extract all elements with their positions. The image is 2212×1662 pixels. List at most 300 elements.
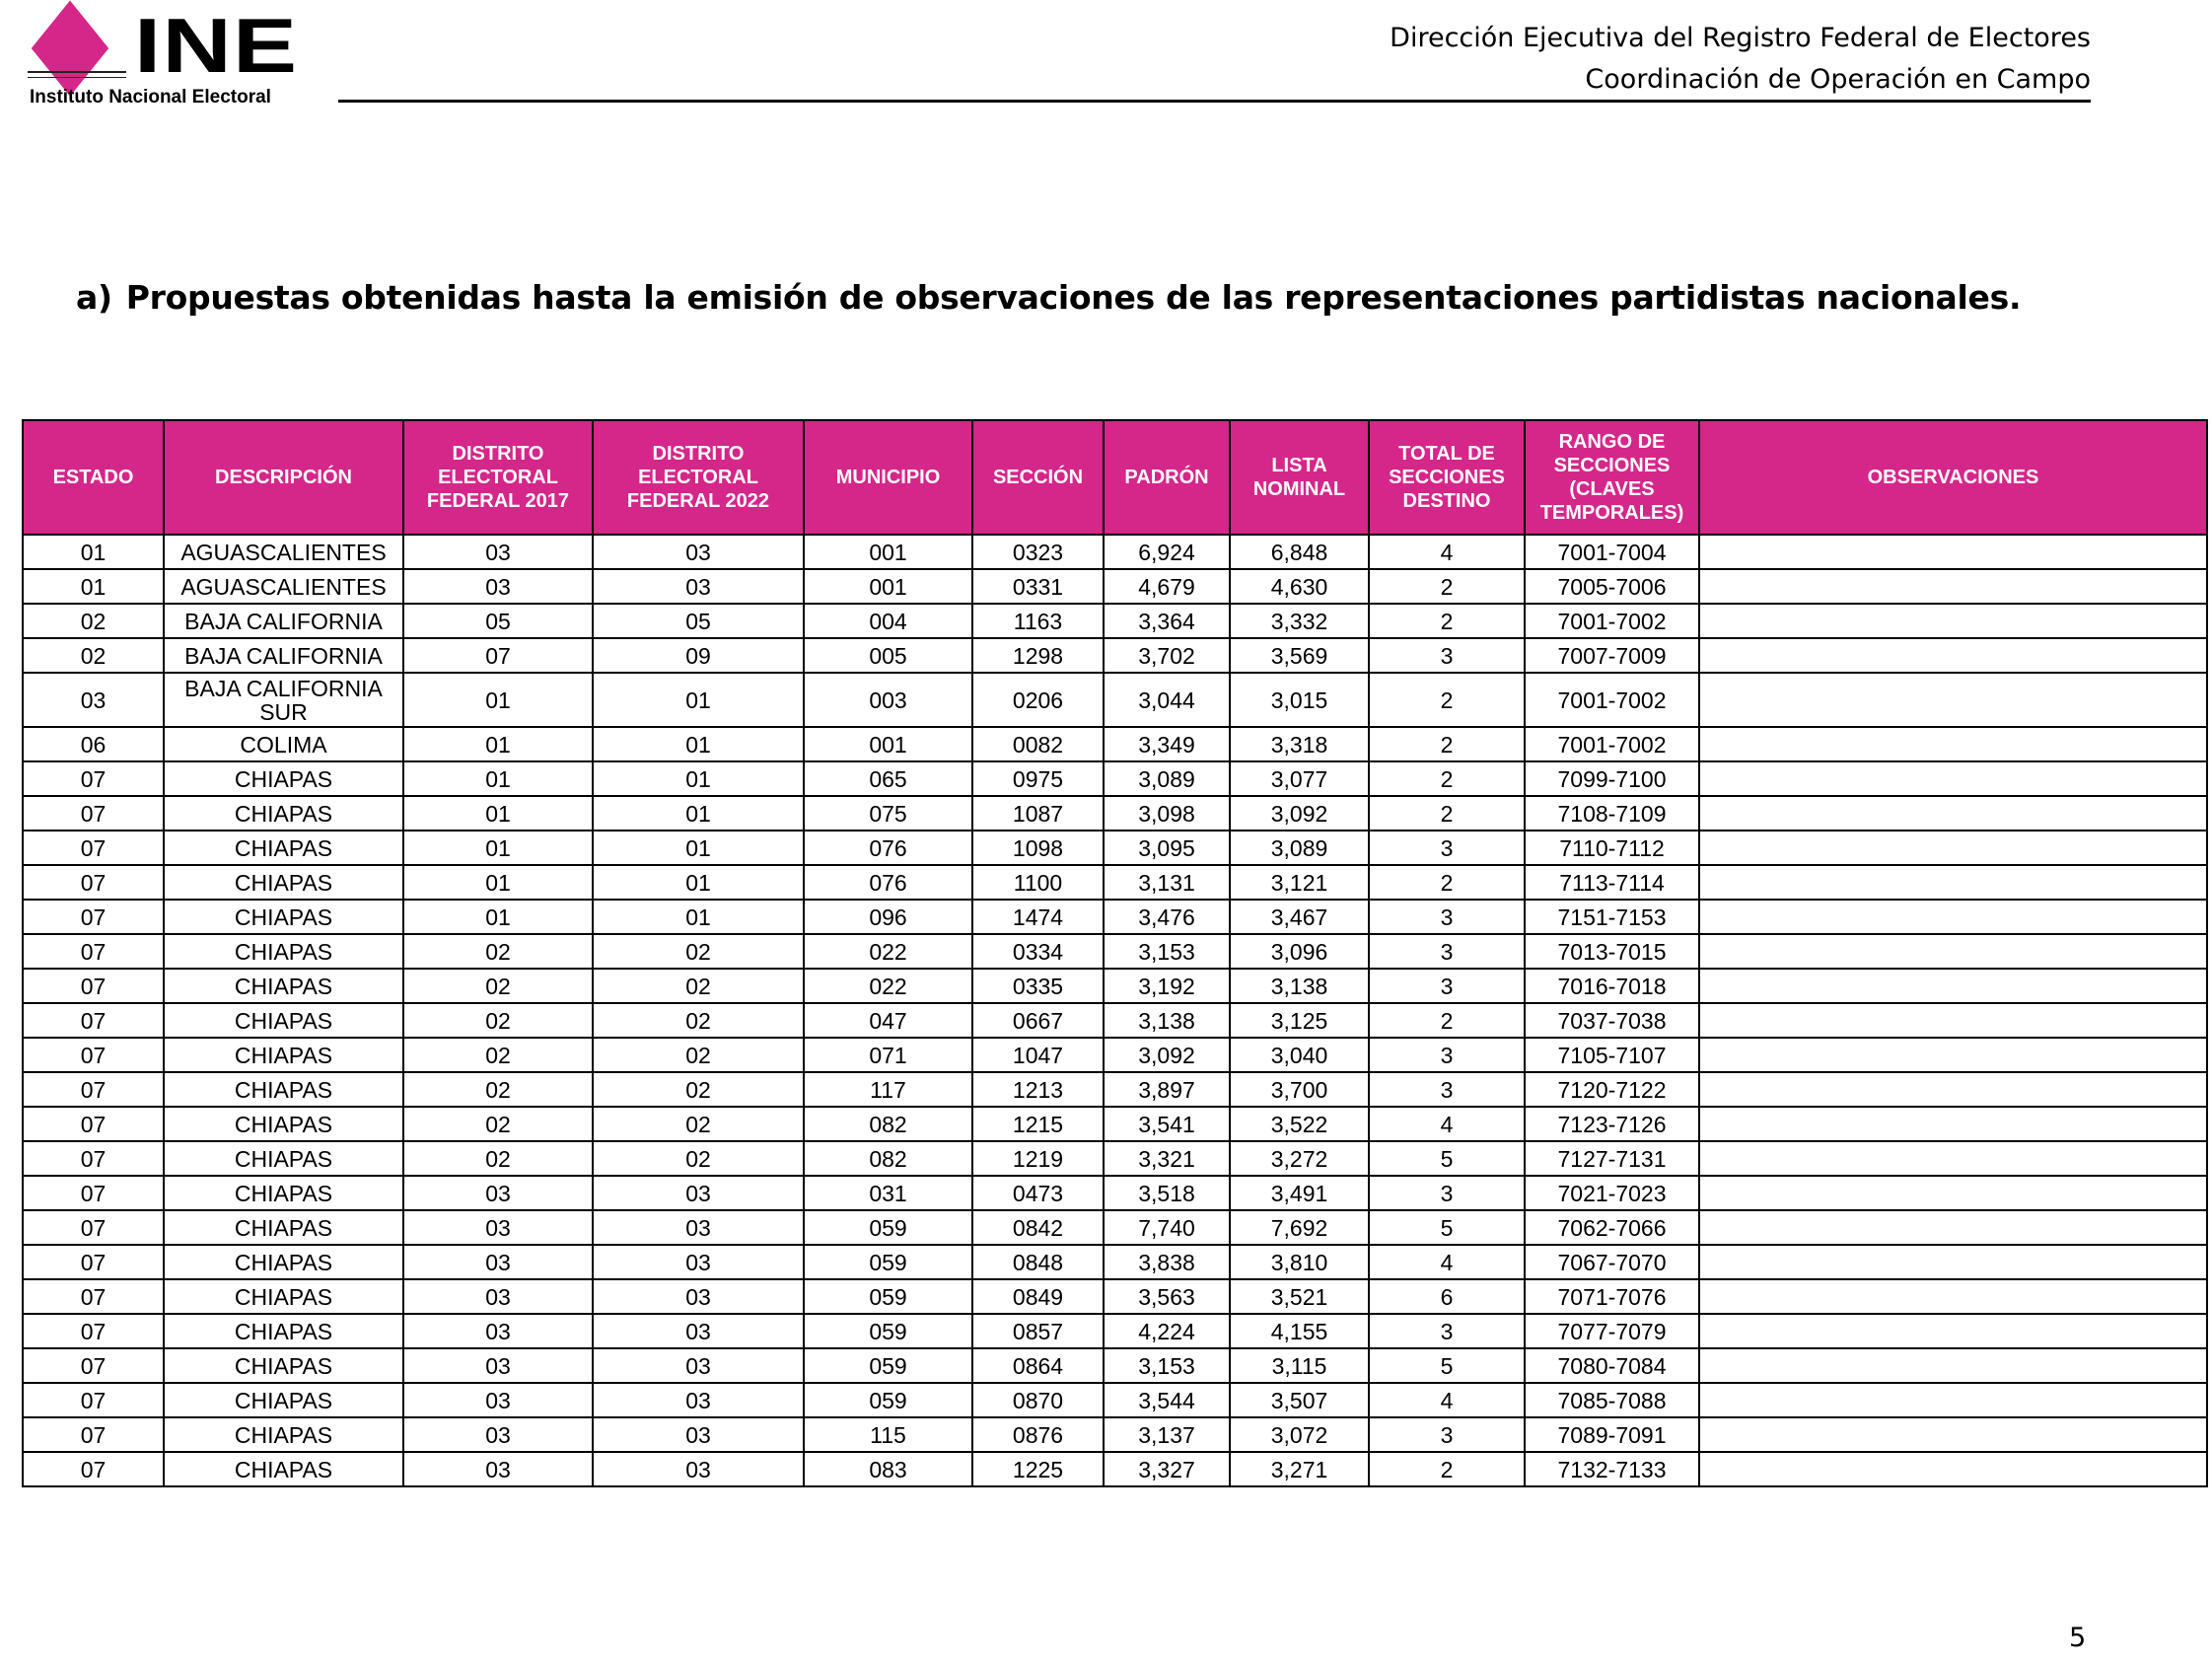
cell-municipio: 003 [804, 673, 972, 727]
cell-distrito-2022: 03 [593, 535, 804, 569]
cell-padron: 3,702 [1104, 638, 1230, 673]
cell-distrito-2022: 05 [593, 604, 804, 638]
cell-total-secciones-destino: 2 [1369, 569, 1525, 604]
cell-total-secciones-destino: 3 [1369, 1176, 1525, 1210]
cell-estado: 01 [23, 535, 164, 569]
table-row [23, 1348, 2207, 1383]
cell-distrito-2022: 02 [593, 1072, 804, 1107]
cell-observaciones [1699, 1038, 2207, 1072]
cell-total-secciones-destino: 5 [1369, 1210, 1525, 1245]
table-row [23, 934, 2207, 969]
cell-distrito-2022: 01 [593, 900, 804, 934]
cell-estado: 07 [23, 1003, 164, 1038]
cell-total-secciones-destino: 4 [1369, 1107, 1525, 1141]
cell-seccion: 0975 [972, 761, 1104, 796]
cell-padron: 3,153 [1104, 1348, 1230, 1383]
cell-municipio: 065 [804, 761, 972, 796]
cell-estado: 02 [23, 638, 164, 673]
cell-descripcion: CHIAPAS [164, 900, 403, 934]
column-header-municipio: MUNICIPIO [804, 420, 972, 535]
cell-padron: 3,095 [1104, 831, 1230, 865]
column-header-rango-secciones: RANGO DE SECCIONES (CLAVES TEMPORALES) [1525, 420, 1699, 535]
cell-observaciones [1699, 831, 2207, 865]
table-row [23, 1141, 2207, 1176]
cell-distrito-2022: 03 [593, 569, 804, 604]
cell-distrito-2022: 02 [593, 1038, 804, 1072]
cell-rango-secciones: 7001-7002 [1525, 727, 1699, 761]
cell-padron: 3,518 [1104, 1176, 1230, 1210]
table-row [23, 673, 2207, 727]
cell-rango-secciones: 7123-7126 [1525, 1107, 1699, 1141]
cell-padron: 3,098 [1104, 796, 1230, 831]
cell-descripcion: BAJA CALIFORNIA [164, 604, 403, 638]
column-header-descripcion: DESCRIPCIÓN [164, 420, 403, 535]
cell-distrito-2022: 02 [593, 1107, 804, 1141]
cell-distrito-2017: 01 [403, 727, 593, 761]
cell-estado: 07 [23, 1176, 164, 1210]
cell-observaciones [1699, 1279, 2207, 1314]
cell-distrito-2017: 03 [403, 1417, 593, 1452]
cell-municipio: 022 [804, 969, 972, 1003]
cell-seccion: 0331 [972, 569, 1104, 604]
cell-padron: 3,544 [1104, 1383, 1230, 1417]
column-header-distrito-2022: DISTRITO ELECTORAL FEDERAL 2022 [593, 420, 804, 535]
cell-distrito-2017: 03 [403, 1383, 593, 1417]
cell-descripcion: CHIAPAS [164, 1279, 403, 1314]
cell-rango-secciones: 7113-7114 [1525, 865, 1699, 900]
cell-municipio: 096 [804, 900, 972, 934]
cell-seccion: 0842 [972, 1210, 1104, 1245]
cell-distrito-2017: 01 [403, 831, 593, 865]
cell-municipio: 004 [804, 604, 972, 638]
cell-rango-secciones: 7016-7018 [1525, 969, 1699, 1003]
cell-municipio: 082 [804, 1107, 972, 1141]
header-line-2: Coordinación de Operación en Campo [1585, 64, 2091, 95]
cell-lista-nominal: 3,089 [1230, 831, 1369, 865]
cell-distrito-2022: 01 [593, 673, 804, 727]
cell-lista-nominal: 3,318 [1230, 727, 1369, 761]
cell-distrito-2022: 01 [593, 761, 804, 796]
cell-estado: 07 [23, 1348, 164, 1383]
column-header-lista-nominal: LISTA NOMINAL [1230, 420, 1369, 535]
cell-distrito-2022: 02 [593, 934, 804, 969]
cell-seccion: 1047 [972, 1038, 1104, 1072]
cell-total-secciones-destino: 2 [1369, 761, 1525, 796]
cell-descripcion: AGUASCALIENTES [164, 569, 403, 604]
table-row [23, 969, 2207, 1003]
table-row [23, 1452, 2207, 1486]
cell-lista-nominal: 3,272 [1230, 1141, 1369, 1176]
cell-lista-nominal: 3,507 [1230, 1383, 1369, 1417]
cell-distrito-2022: 03 [593, 1279, 804, 1314]
cell-municipio: 031 [804, 1176, 972, 1210]
cell-padron: 3,138 [1104, 1003, 1230, 1038]
cell-estado: 07 [23, 1210, 164, 1245]
cell-distrito-2022: 01 [593, 796, 804, 831]
cell-padron: 3,089 [1104, 761, 1230, 796]
cell-distrito-2022: 01 [593, 831, 804, 865]
table-row [23, 796, 2207, 831]
cell-rango-secciones: 7037-7038 [1525, 1003, 1699, 1038]
table-row [23, 1417, 2207, 1452]
cell-estado: 07 [23, 1417, 164, 1452]
cell-descripcion: CHIAPAS [164, 1452, 403, 1486]
cell-distrito-2022: 03 [593, 1245, 804, 1279]
cell-total-secciones-destino: 2 [1369, 673, 1525, 727]
cell-rango-secciones: 7089-7091 [1525, 1417, 1699, 1452]
cell-rango-secciones: 7071-7076 [1525, 1279, 1699, 1314]
cell-distrito-2017: 01 [403, 900, 593, 934]
page-number: 5 [2069, 1623, 2087, 1653]
cell-observaciones [1699, 1210, 2207, 1245]
cell-seccion: 0667 [972, 1003, 1104, 1038]
cell-total-secciones-destino: 6 [1369, 1279, 1525, 1314]
cell-descripcion: CHIAPAS [164, 1141, 403, 1176]
cell-rango-secciones: 7013-7015 [1525, 934, 1699, 969]
table-row [23, 1210, 2207, 1245]
cell-observaciones [1699, 1314, 2207, 1348]
cell-descripcion: CHIAPAS [164, 831, 403, 865]
cell-observaciones [1699, 969, 2207, 1003]
cell-padron: 3,349 [1104, 727, 1230, 761]
cell-lista-nominal: 3,138 [1230, 969, 1369, 1003]
cell-observaciones [1699, 900, 2207, 934]
cell-lista-nominal: 3,077 [1230, 761, 1369, 796]
cell-seccion: 0864 [972, 1348, 1104, 1383]
cell-padron: 3,563 [1104, 1279, 1230, 1314]
cell-rango-secciones: 7001-7002 [1525, 604, 1699, 638]
cell-observaciones [1699, 1107, 2207, 1141]
cell-distrito-2017: 03 [403, 535, 593, 569]
cell-total-secciones-destino: 3 [1369, 1314, 1525, 1348]
cell-municipio: 001 [804, 569, 972, 604]
cell-rango-secciones: 7077-7079 [1525, 1314, 1699, 1348]
cell-estado: 06 [23, 727, 164, 761]
cell-municipio: 059 [804, 1245, 972, 1279]
cell-distrito-2017: 07 [403, 638, 593, 673]
cell-total-secciones-destino: 2 [1369, 727, 1525, 761]
cell-observaciones [1699, 761, 2207, 796]
cell-total-secciones-destino: 3 [1369, 900, 1525, 934]
cell-lista-nominal: 3,096 [1230, 934, 1369, 969]
cell-observaciones [1699, 1348, 2207, 1383]
cell-estado: 07 [23, 831, 164, 865]
cell-padron: 6,924 [1104, 535, 1230, 569]
cell-seccion: 1219 [972, 1141, 1104, 1176]
cell-observaciones [1699, 1003, 2207, 1038]
cell-total-secciones-destino: 2 [1369, 796, 1525, 831]
cell-seccion: 1098 [972, 831, 1104, 865]
cell-distrito-2017: 01 [403, 761, 593, 796]
cell-rango-secciones: 7080-7084 [1525, 1348, 1699, 1383]
cell-estado: 07 [23, 1038, 164, 1072]
cell-padron: 3,153 [1104, 934, 1230, 969]
cell-municipio: 059 [804, 1314, 972, 1348]
cell-distrito-2017: 02 [403, 1107, 593, 1141]
cell-estado: 07 [23, 1314, 164, 1348]
column-header-padron: PADRÓN [1104, 420, 1230, 535]
cell-lista-nominal: 4,155 [1230, 1314, 1369, 1348]
cell-distrito-2017: 01 [403, 796, 593, 831]
cell-padron: 3,192 [1104, 969, 1230, 1003]
cell-rango-secciones: 7105-7107 [1525, 1038, 1699, 1072]
cell-lista-nominal: 3,522 [1230, 1107, 1369, 1141]
table-row [23, 535, 2207, 569]
cell-municipio: 059 [804, 1210, 972, 1245]
cell-distrito-2022: 09 [593, 638, 804, 673]
cell-padron: 3,364 [1104, 604, 1230, 638]
cell-municipio: 082 [804, 1141, 972, 1176]
cell-seccion: 0334 [972, 934, 1104, 969]
cell-rango-secciones: 7067-7070 [1525, 1245, 1699, 1279]
ine-logo [28, 2, 343, 108]
cell-descripcion: BAJA CALIFORNIA SUR [164, 673, 403, 727]
table-row [23, 638, 2207, 673]
cell-distrito-2017: 03 [403, 1176, 593, 1210]
cell-seccion: 0323 [972, 535, 1104, 569]
cell-seccion: 1215 [972, 1107, 1104, 1141]
cell-distrito-2022: 01 [593, 865, 804, 900]
cell-distrito-2017: 02 [403, 1003, 593, 1038]
cell-observaciones [1699, 1245, 2207, 1279]
cell-descripcion: CHIAPAS [164, 1314, 403, 1348]
cell-padron: 3,327 [1104, 1452, 1230, 1486]
cell-estado: 07 [23, 1452, 164, 1486]
cell-total-secciones-destino: 3 [1369, 934, 1525, 969]
cell-municipio: 115 [804, 1417, 972, 1452]
cell-rango-secciones: 7120-7122 [1525, 1072, 1699, 1107]
cell-padron: 3,476 [1104, 900, 1230, 934]
table-row [23, 604, 2207, 638]
cell-lista-nominal: 3,569 [1230, 638, 1369, 673]
cell-estado: 07 [23, 1072, 164, 1107]
cell-descripcion: CHIAPAS [164, 1072, 403, 1107]
cell-estado: 07 [23, 796, 164, 831]
cell-distrito-2017: 02 [403, 1038, 593, 1072]
column-header-estado: ESTADO [23, 420, 164, 535]
cell-lista-nominal: 3,810 [1230, 1245, 1369, 1279]
cell-rango-secciones: 7001-7004 [1525, 535, 1699, 569]
cell-distrito-2017: 01 [403, 865, 593, 900]
cell-seccion: 0849 [972, 1279, 1104, 1314]
cell-observaciones [1699, 727, 2207, 761]
table-row [23, 1038, 2207, 1072]
cell-observaciones [1699, 865, 2207, 900]
cell-total-secciones-destino: 2 [1369, 1003, 1525, 1038]
cell-estado: 03 [23, 673, 164, 727]
cell-seccion: 1298 [972, 638, 1104, 673]
cell-distrito-2022: 03 [593, 1210, 804, 1245]
cell-estado: 07 [23, 1245, 164, 1279]
cell-estado: 07 [23, 1141, 164, 1176]
cell-descripcion: CHIAPAS [164, 969, 403, 1003]
cell-descripcion: BAJA CALIFORNIA [164, 638, 403, 673]
ballot-icon [32, 1, 108, 97]
document-header [1390, 18, 2091, 101]
cell-observaciones [1699, 934, 2207, 969]
cell-seccion: 0876 [972, 1417, 1104, 1452]
cell-estado: 07 [23, 761, 164, 796]
ballot-box-slot [28, 71, 126, 78]
cell-lista-nominal: 3,700 [1230, 1072, 1369, 1107]
cell-observaciones [1699, 638, 2207, 673]
cell-seccion: 1225 [972, 1452, 1104, 1486]
cell-municipio: 059 [804, 1383, 972, 1417]
section-title-text: Propuestas obtenidas hasta la emisión de observaciones de las representaciones partidistas nacionales. [125, 278, 2022, 317]
cell-seccion: 0206 [972, 673, 1104, 727]
cell-lista-nominal: 3,521 [1230, 1279, 1369, 1314]
cell-rango-secciones: 7007-7009 [1525, 638, 1699, 673]
cell-padron: 7,740 [1104, 1210, 1230, 1245]
cell-seccion: 1100 [972, 865, 1104, 900]
cell-lista-nominal: 3,092 [1230, 796, 1369, 831]
cell-padron: 3,137 [1104, 1417, 1230, 1452]
cell-observaciones [1699, 569, 2207, 604]
cell-lista-nominal: 3,491 [1230, 1176, 1369, 1210]
table-row [23, 1176, 2207, 1210]
cell-distrito-2022: 02 [593, 1003, 804, 1038]
cell-seccion: 0870 [972, 1383, 1104, 1417]
cell-distrito-2022: 03 [593, 1417, 804, 1452]
logo-institution: Instituto Nacional Electoral [30, 87, 271, 108]
cell-total-secciones-destino: 3 [1369, 638, 1525, 673]
cell-distrito-2022: 01 [593, 727, 804, 761]
cell-total-secciones-destino: 3 [1369, 1038, 1525, 1072]
cell-padron: 3,541 [1104, 1107, 1230, 1141]
cell-municipio: 001 [804, 727, 972, 761]
section-title [76, 278, 2021, 317]
cell-estado: 02 [23, 604, 164, 638]
column-header-distrito-2017: DISTRITO ELECTORAL FEDERAL 2017 [403, 420, 593, 535]
cell-total-secciones-destino: 5 [1369, 1348, 1525, 1383]
cell-observaciones [1699, 673, 2207, 727]
cell-distrito-2017: 02 [403, 1072, 593, 1107]
cell-lista-nominal: 3,115 [1230, 1348, 1369, 1383]
table-row [23, 1107, 2207, 1141]
cell-estado: 07 [23, 865, 164, 900]
cell-estado: 01 [23, 569, 164, 604]
cell-lista-nominal: 3,271 [1230, 1452, 1369, 1486]
cell-descripcion: CHIAPAS [164, 1383, 403, 1417]
cell-estado: 07 [23, 1383, 164, 1417]
cell-lista-nominal: 3,072 [1230, 1417, 1369, 1452]
cell-municipio: 059 [804, 1279, 972, 1314]
cell-estado: 07 [23, 1107, 164, 1141]
cell-descripcion: CHIAPAS [164, 796, 403, 831]
table-row [23, 1279, 2207, 1314]
column-header-total-secciones-destino: TOTAL DE SECCIONES DESTINO [1369, 420, 1525, 535]
cell-municipio: 075 [804, 796, 972, 831]
cell-distrito-2017: 03 [403, 1452, 593, 1486]
cell-total-secciones-destino: 4 [1369, 1383, 1525, 1417]
table-row [23, 727, 2207, 761]
cell-descripcion: CHIAPAS [164, 934, 403, 969]
cell-distrito-2022: 02 [593, 1141, 804, 1176]
cell-seccion: 0848 [972, 1245, 1104, 1279]
cell-lista-nominal: 3,467 [1230, 900, 1369, 934]
cell-distrito-2022: 03 [593, 1176, 804, 1210]
cell-municipio: 076 [804, 831, 972, 865]
cell-rango-secciones: 7062-7066 [1525, 1210, 1699, 1245]
cell-municipio: 005 [804, 638, 972, 673]
cell-observaciones [1699, 1383, 2207, 1417]
cell-distrito-2022: 03 [593, 1452, 804, 1486]
cell-padron: 3,897 [1104, 1072, 1230, 1107]
cell-observaciones [1699, 1141, 2207, 1176]
table-row [23, 831, 2207, 865]
cell-seccion: 0473 [972, 1176, 1104, 1210]
cell-rango-secciones: 7132-7133 [1525, 1452, 1699, 1486]
column-header-seccion: SECCIÓN [972, 420, 1104, 535]
cell-observaciones [1699, 1452, 2207, 1486]
cell-municipio: 083 [804, 1452, 972, 1486]
cell-total-secciones-destino: 4 [1369, 1245, 1525, 1279]
table-row [23, 865, 2207, 900]
logo-brand: INE [134, 2, 299, 89]
cell-rango-secciones: 7110-7112 [1525, 831, 1699, 865]
cell-observaciones [1699, 1072, 2207, 1107]
cell-lista-nominal: 3,125 [1230, 1003, 1369, 1038]
cell-descripcion: CHIAPAS [164, 1107, 403, 1141]
cell-distrito-2017: 03 [403, 1210, 593, 1245]
cell-total-secciones-destino: 2 [1369, 865, 1525, 900]
cell-municipio: 022 [804, 934, 972, 969]
cell-padron: 3,092 [1104, 1038, 1230, 1072]
cell-lista-nominal: 3,040 [1230, 1038, 1369, 1072]
cell-estado: 07 [23, 934, 164, 969]
cell-distrito-2017: 01 [403, 673, 593, 727]
table-row [23, 1383, 2207, 1417]
cell-descripcion: CHIAPAS [164, 1348, 403, 1383]
cell-municipio: 001 [804, 535, 972, 569]
cell-padron: 3,131 [1104, 865, 1230, 900]
table-row [23, 1245, 2207, 1279]
cell-total-secciones-destino: 3 [1369, 1072, 1525, 1107]
cell-total-secciones-destino: 2 [1369, 1452, 1525, 1486]
cell-padron: 3,838 [1104, 1245, 1230, 1279]
table-row [23, 1003, 2207, 1038]
cell-seccion: 1474 [972, 900, 1104, 934]
table-row [23, 761, 2207, 796]
cell-distrito-2017: 02 [403, 934, 593, 969]
cell-seccion: 1087 [972, 796, 1104, 831]
cell-descripcion: CHIAPAS [164, 1210, 403, 1245]
cell-total-secciones-destino: 3 [1369, 1417, 1525, 1452]
cell-total-secciones-destino: 3 [1369, 831, 1525, 865]
cell-rango-secciones: 7021-7023 [1525, 1176, 1699, 1210]
cell-descripcion: CHIAPAS [164, 1245, 403, 1279]
cell-seccion: 1213 [972, 1072, 1104, 1107]
cell-descripcion: CHIAPAS [164, 1038, 403, 1072]
cell-distrito-2017: 02 [403, 969, 593, 1003]
cell-distrito-2022: 03 [593, 1348, 804, 1383]
cell-municipio: 059 [804, 1348, 972, 1383]
cell-municipio: 071 [804, 1038, 972, 1072]
cell-estado: 07 [23, 1279, 164, 1314]
cell-estado: 07 [23, 969, 164, 1003]
cell-lista-nominal: 3,015 [1230, 673, 1369, 727]
proposals-table [22, 419, 2208, 1487]
cell-total-secciones-destino: 3 [1369, 969, 1525, 1003]
cell-observaciones [1699, 535, 2207, 569]
table-row [23, 569, 2207, 604]
cell-rango-secciones: 7127-7131 [1525, 1141, 1699, 1176]
cell-observaciones [1699, 796, 2207, 831]
cell-padron: 4,679 [1104, 569, 1230, 604]
cell-lista-nominal: 4,630 [1230, 569, 1369, 604]
table-row [23, 900, 2207, 934]
cell-rango-secciones: 7085-7088 [1525, 1383, 1699, 1417]
